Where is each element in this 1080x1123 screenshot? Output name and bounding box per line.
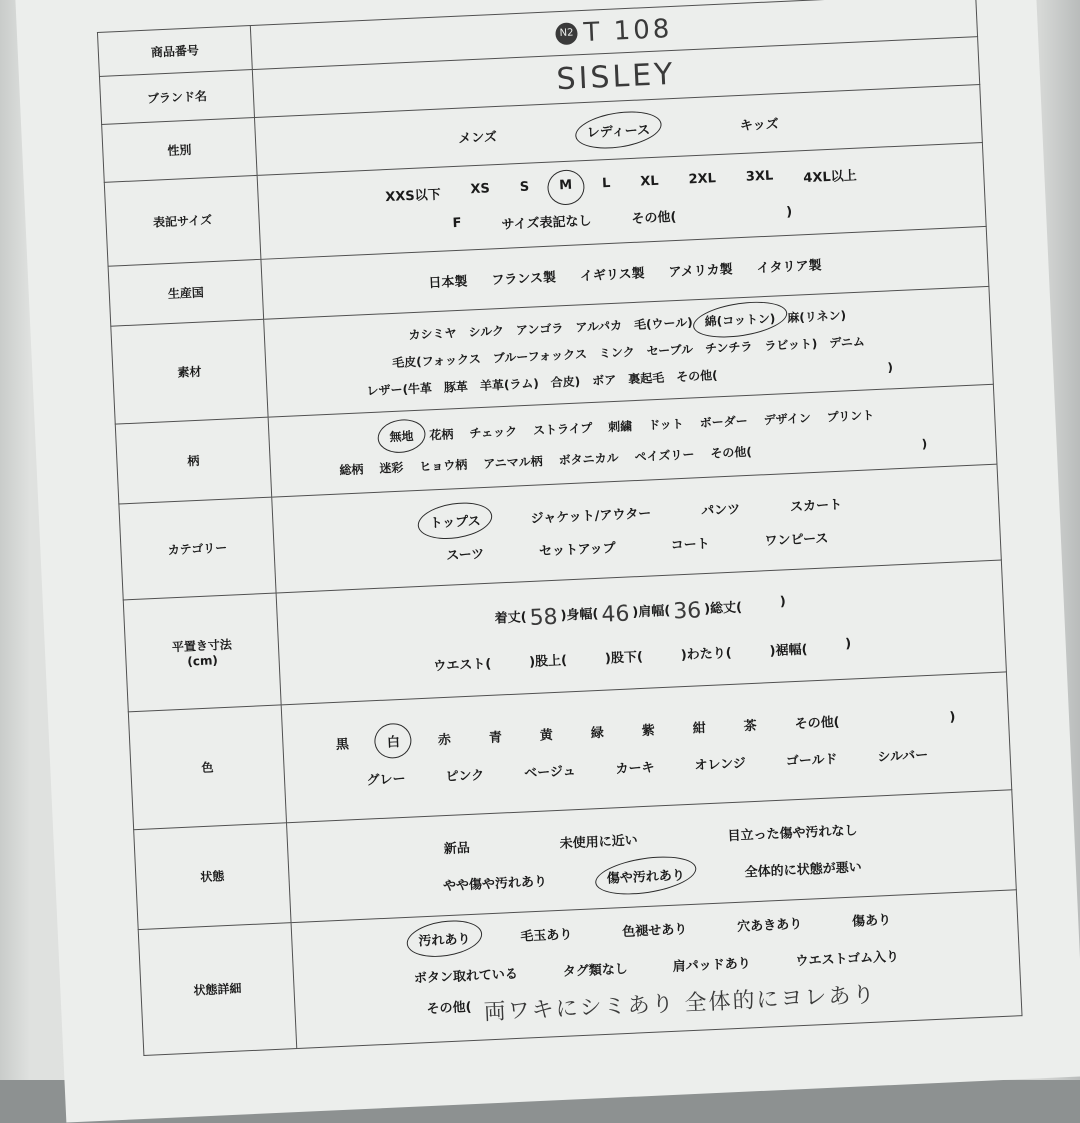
- option-pants[interactable]: パンツ: [700, 501, 741, 519]
- option-stripe[interactable]: ストライプ: [532, 420, 593, 438]
- option-no-visible-damage[interactable]: 目立った傷や汚れなし: [727, 822, 858, 844]
- option-skirt[interactable]: スカート: [789, 497, 843, 515]
- option-synthetic-leather[interactable]: 合皮): [550, 374, 581, 390]
- option-design[interactable]: デザイン: [763, 410, 812, 427]
- option-green[interactable]: 緑: [590, 725, 605, 741]
- label-size: 表記サイズ: [104, 175, 261, 266]
- option-blue[interactable]: 青: [488, 729, 503, 746]
- chest-value[interactable]: 46: [600, 600, 630, 628]
- option-elastic-waist[interactable]: ウエストゴム入り: [795, 949, 900, 970]
- label-condition: 状態: [134, 823, 291, 930]
- option-cotton[interactable]: 綿(コットン): [704, 311, 776, 329]
- material-other-open: その他(: [675, 368, 718, 385]
- color-other-close: ): [949, 709, 956, 725]
- option-size-xl[interactable]: XL: [639, 173, 659, 190]
- option-black[interactable]: 黒: [335, 736, 350, 753]
- option-sable[interactable]: セーブル: [646, 342, 694, 359]
- option-denim[interactable]: デニム: [829, 334, 866, 351]
- label-color: 色: [128, 705, 286, 830]
- waist-field[interactable]: [491, 651, 530, 672]
- color-other-open: その他(: [794, 714, 840, 732]
- waist-label: ウエスト(: [432, 656, 492, 674]
- option-damaged[interactable]: 傷や汚れあり: [606, 864, 685, 887]
- option-fur-fox[interactable]: 毛皮(フォックス: [391, 351, 482, 370]
- option-floral[interactable]: 花柄: [429, 426, 454, 442]
- option-size-xs[interactable]: XS: [470, 180, 491, 197]
- option-size-3xl[interactable]: 3XL: [745, 168, 774, 185]
- option-ladies[interactable]: レディース: [586, 119, 650, 141]
- option-stains[interactable]: 汚れあり: [418, 928, 471, 949]
- label-material: 素材: [111, 319, 268, 424]
- option-blue-fox[interactable]: ブルーフォックス: [492, 347, 588, 366]
- hem-field[interactable]: [807, 636, 846, 657]
- option-linen[interactable]: 麻(リネン): [787, 308, 847, 326]
- thigh-label: )わたり(: [680, 645, 732, 663]
- label-country: 生産国: [108, 259, 264, 326]
- option-size-m[interactable]: M: [559, 177, 573, 197]
- option-country-usa[interactable]: アメリカ製: [668, 262, 733, 281]
- length-label: 着丈(: [494, 609, 527, 627]
- option-yellow[interactable]: 黄: [539, 727, 554, 744]
- option-poor-condition[interactable]: 全体的に状態が悪い: [744, 859, 862, 881]
- condition-other-note[interactable]: 両ワキにシミあり 全体的にヨレあり: [483, 982, 877, 1026]
- option-scratches[interactable]: 傷あり: [851, 912, 892, 930]
- chest-label: )身幅(: [560, 606, 599, 624]
- option-brown[interactable]: 茶: [743, 718, 758, 734]
- option-size-s[interactable]: S: [519, 179, 530, 195]
- option-coat[interactable]: コート: [670, 536, 710, 554]
- label-category: カテゴリー: [119, 497, 276, 600]
- option-jacket[interactable]: ジャケット/アウター: [530, 505, 652, 527]
- pattern-other-close: ): [921, 436, 928, 451]
- option-check[interactable]: チェック: [469, 423, 518, 441]
- option-print[interactable]: プリント: [826, 407, 875, 424]
- option-some-damage[interactable]: やや傷や汚れあり: [442, 874, 548, 894]
- option-navy[interactable]: 紺: [692, 720, 707, 737]
- value-brand: SISLEY: [555, 56, 677, 98]
- option-material-other[interactable]: [676, 358, 894, 385]
- option-orange[interactable]: オレンジ: [694, 755, 747, 774]
- option-setup[interactable]: セットアップ: [538, 540, 617, 560]
- option-white[interactable]: 白: [386, 731, 400, 751]
- option-purple[interactable]: 紫: [641, 722, 656, 739]
- option-fleece-lined[interactable]: 裏起毛: [627, 370, 665, 387]
- hem-label: )裾幅(: [769, 641, 808, 659]
- material-other-close: ): [887, 360, 894, 375]
- option-country-italy[interactable]: イタリア製: [756, 258, 822, 277]
- shoulder-value[interactable]: 36: [672, 597, 702, 624]
- measurements-unit: (cm): [186, 653, 219, 669]
- option-size-2xl[interactable]: 2XL: [688, 170, 717, 187]
- product-info-sheet: [15, 0, 1080, 1123]
- option-size-xxs[interactable]: XXS以下: [384, 187, 442, 205]
- rise-label: )股上(: [528, 652, 568, 670]
- option-no-tags[interactable]: タグ類なし: [562, 961, 629, 980]
- option-leather-cow[interactable]: レザー(牛革: [366, 381, 433, 399]
- option-size-f[interactable]: F: [452, 215, 462, 231]
- option-gold[interactable]: ゴールド: [785, 751, 838, 770]
- option-pattern-other[interactable]: [710, 434, 928, 461]
- rise-field[interactable]: [567, 647, 606, 668]
- length-value[interactable]: 58: [529, 604, 559, 631]
- size-other-open: その他(: [631, 209, 677, 227]
- value-product-number: [552, 13, 676, 49]
- measurements-title: 平置き寸法: [171, 637, 233, 655]
- label-condition-detail: 状態詳細: [138, 923, 297, 1056]
- option-silk[interactable]: シルク: [468, 323, 505, 340]
- option-chinchilla[interactable]: チンチラ: [704, 339, 753, 356]
- inseam-field[interactable]: [642, 644, 681, 665]
- label-brand: ブランド名: [99, 70, 254, 125]
- inseam-label: )股下(: [604, 649, 644, 667]
- option-shoulder-pads[interactable]: 肩パッドあり: [672, 956, 752, 975]
- total-length-label: )総丈(: [703, 599, 743, 617]
- option-red[interactable]: 赤: [437, 732, 452, 748]
- option-size-other[interactable]: [631, 200, 793, 226]
- option-lamb-leather[interactable]: 羊革(ラム): [479, 376, 540, 394]
- pattern-other-open: その他(: [710, 444, 753, 461]
- option-fading[interactable]: 色褪せあり: [621, 922, 688, 941]
- option-onepiece[interactable]: ワンピース: [764, 530, 829, 549]
- option-country-france[interactable]: フランス製: [491, 270, 557, 289]
- option-allover[interactable]: 総柄: [339, 461, 364, 477]
- total-length-field[interactable]: [742, 594, 781, 621]
- condition-other-label: その他(: [426, 1000, 472, 1018]
- option-beige[interactable]: ベージュ: [523, 763, 576, 781]
- option-dot[interactable]: ドット: [647, 416, 685, 432]
- product-form-table: [97, 0, 1023, 1056]
- option-silver[interactable]: シルバー: [877, 747, 929, 765]
- option-size-4xl[interactable]: 4XL以上: [803, 168, 857, 186]
- option-boa[interactable]: ボア: [591, 372, 617, 388]
- product-number-badge: N2: [555, 22, 578, 45]
- option-wool[interactable]: 毛(ウール): [633, 315, 694, 332]
- option-angora[interactable]: アンゴラ: [515, 321, 564, 338]
- option-alpaca[interactable]: アルパカ: [575, 318, 623, 335]
- option-kids[interactable]: キッズ: [739, 117, 780, 134]
- option-pink[interactable]: ピンク: [445, 767, 485, 785]
- option-suit[interactable]: スーツ: [446, 546, 485, 564]
- option-size-none[interactable]: サイズ表記なし: [501, 213, 592, 233]
- option-like-new[interactable]: 未使用に近い: [559, 832, 639, 852]
- option-mink[interactable]: ミンク: [598, 344, 635, 361]
- option-size-l[interactable]: L: [601, 175, 611, 191]
- option-pilling[interactable]: 毛玉あり: [520, 927, 573, 945]
- option-rabbit[interactable]: ラビット): [764, 336, 818, 354]
- option-paisley[interactable]: ペイズリー: [634, 446, 695, 464]
- option-border[interactable]: ボーダー: [699, 413, 748, 430]
- product-number-text: T 108: [582, 13, 673, 48]
- option-button-missing[interactable]: ボタン取れている: [413, 966, 519, 987]
- option-botanical[interactable]: ボタニカル: [558, 450, 619, 468]
- option-leopard[interactable]: ヒョウ柄: [419, 457, 468, 474]
- shoulder-label: )肩幅(: [632, 603, 671, 620]
- option-embroidery[interactable]: 刺繍: [607, 418, 633, 434]
- option-holes[interactable]: 穴あきあり: [736, 916, 803, 935]
- label-product-number: 商品番号: [97, 26, 252, 77]
- option-new[interactable]: 新品: [443, 840, 471, 857]
- total-length-close: ): [779, 593, 787, 610]
- option-tops[interactable]: トップス: [429, 510, 481, 531]
- option-country-uk[interactable]: イギリス製: [579, 266, 645, 285]
- option-animal[interactable]: アニマル柄: [482, 453, 543, 471]
- option-khaki[interactable]: カーキ: [615, 760, 655, 777]
- label-gender: 性別: [102, 117, 257, 182]
- option-cashmere[interactable]: カシミヤ: [408, 326, 457, 343]
- option-mens[interactable]: メンズ: [457, 130, 498, 147]
- label-measurements: [123, 593, 281, 712]
- hem-close: ): [844, 635, 852, 652]
- thigh-field[interactable]: [731, 640, 770, 661]
- option-pig-leather[interactable]: 豚革: [443, 379, 469, 395]
- option-camo[interactable]: 迷彩: [379, 460, 404, 476]
- option-color-other[interactable]: [794, 705, 956, 731]
- option-gray[interactable]: グレー: [366, 771, 406, 789]
- size-other-close: ): [785, 204, 793, 220]
- option-country-japan[interactable]: 日本製: [428, 274, 468, 292]
- label-pattern: 柄: [115, 417, 271, 504]
- option-plain[interactable]: 無地: [389, 428, 414, 444]
